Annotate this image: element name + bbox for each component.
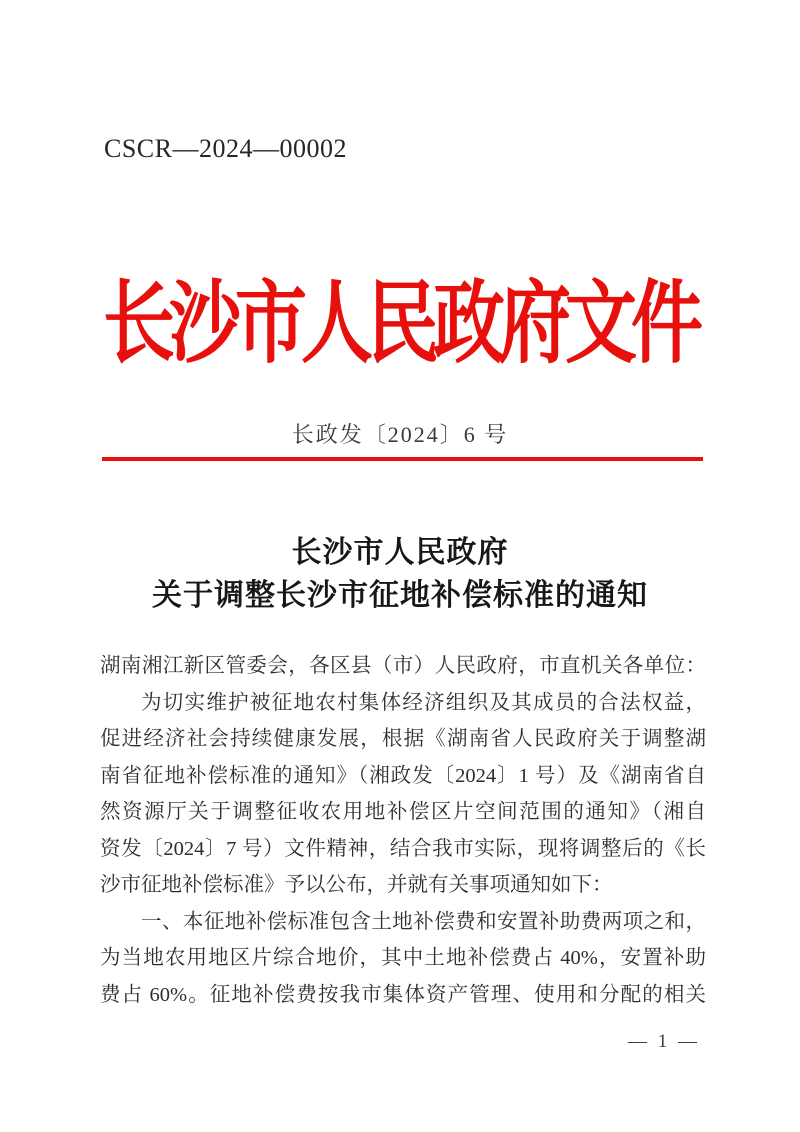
notice-title bbox=[0, 531, 800, 617]
body-text-line: 为切实维护被征地农村集体经济组织及其成员的合法权益， bbox=[141, 691, 706, 714]
notice-title-line1: 长沙市人民政府 bbox=[291, 536, 509, 569]
government-masthead-title: 长沙市人民政府文件 bbox=[102, 273, 697, 374]
body-text-line: 一、本征地补偿标准包含土地补偿费和安置补助费两项之和， bbox=[141, 910, 706, 933]
body-text-line: 为当地农用地区片综合地价，其中土地补偿费占 40%，安置补助 bbox=[100, 947, 706, 969]
document-serial-number: CSCR—2024—00002 bbox=[104, 134, 347, 163]
document-reference-number: 长政发〔2024〕6 号 bbox=[291, 422, 509, 447]
body-text-line: 资发〔2024〕7 号）文件精神，结合我市实际，现将调整后的《长 bbox=[100, 837, 706, 860]
body-text-line: 费占 60%。征地补偿费按我市集体资产管理、使用和分配的相关 bbox=[100, 983, 706, 1006]
body-text-line: 沙市征地补偿标准》予以公布，并就有关事项通知如下： bbox=[100, 874, 613, 896]
red-divider-rule bbox=[102, 457, 703, 461]
body-text-line: 然资源厅关于调整征收农用地补偿区片空间范围的通知》（湘自 bbox=[100, 801, 706, 823]
body-text-line: 南省征地补偿标准的通知》（湘政发〔2024〕1 号）及《湖南省自 bbox=[100, 764, 706, 787]
body-text-line: 湖南湘江新区管委会，各区县（市）人民政府，市直机关各单位： bbox=[100, 655, 706, 677]
notice-body-text bbox=[100, 648, 706, 1013]
notice-title-line2: 关于调整长沙市征地补偿标准的通知 bbox=[152, 579, 648, 612]
body-text-line: 促进经济社会持续健康发展，根据《湖南省人民政府关于调整湖 bbox=[100, 728, 706, 750]
page-number: — 1 — bbox=[628, 1031, 700, 1052]
